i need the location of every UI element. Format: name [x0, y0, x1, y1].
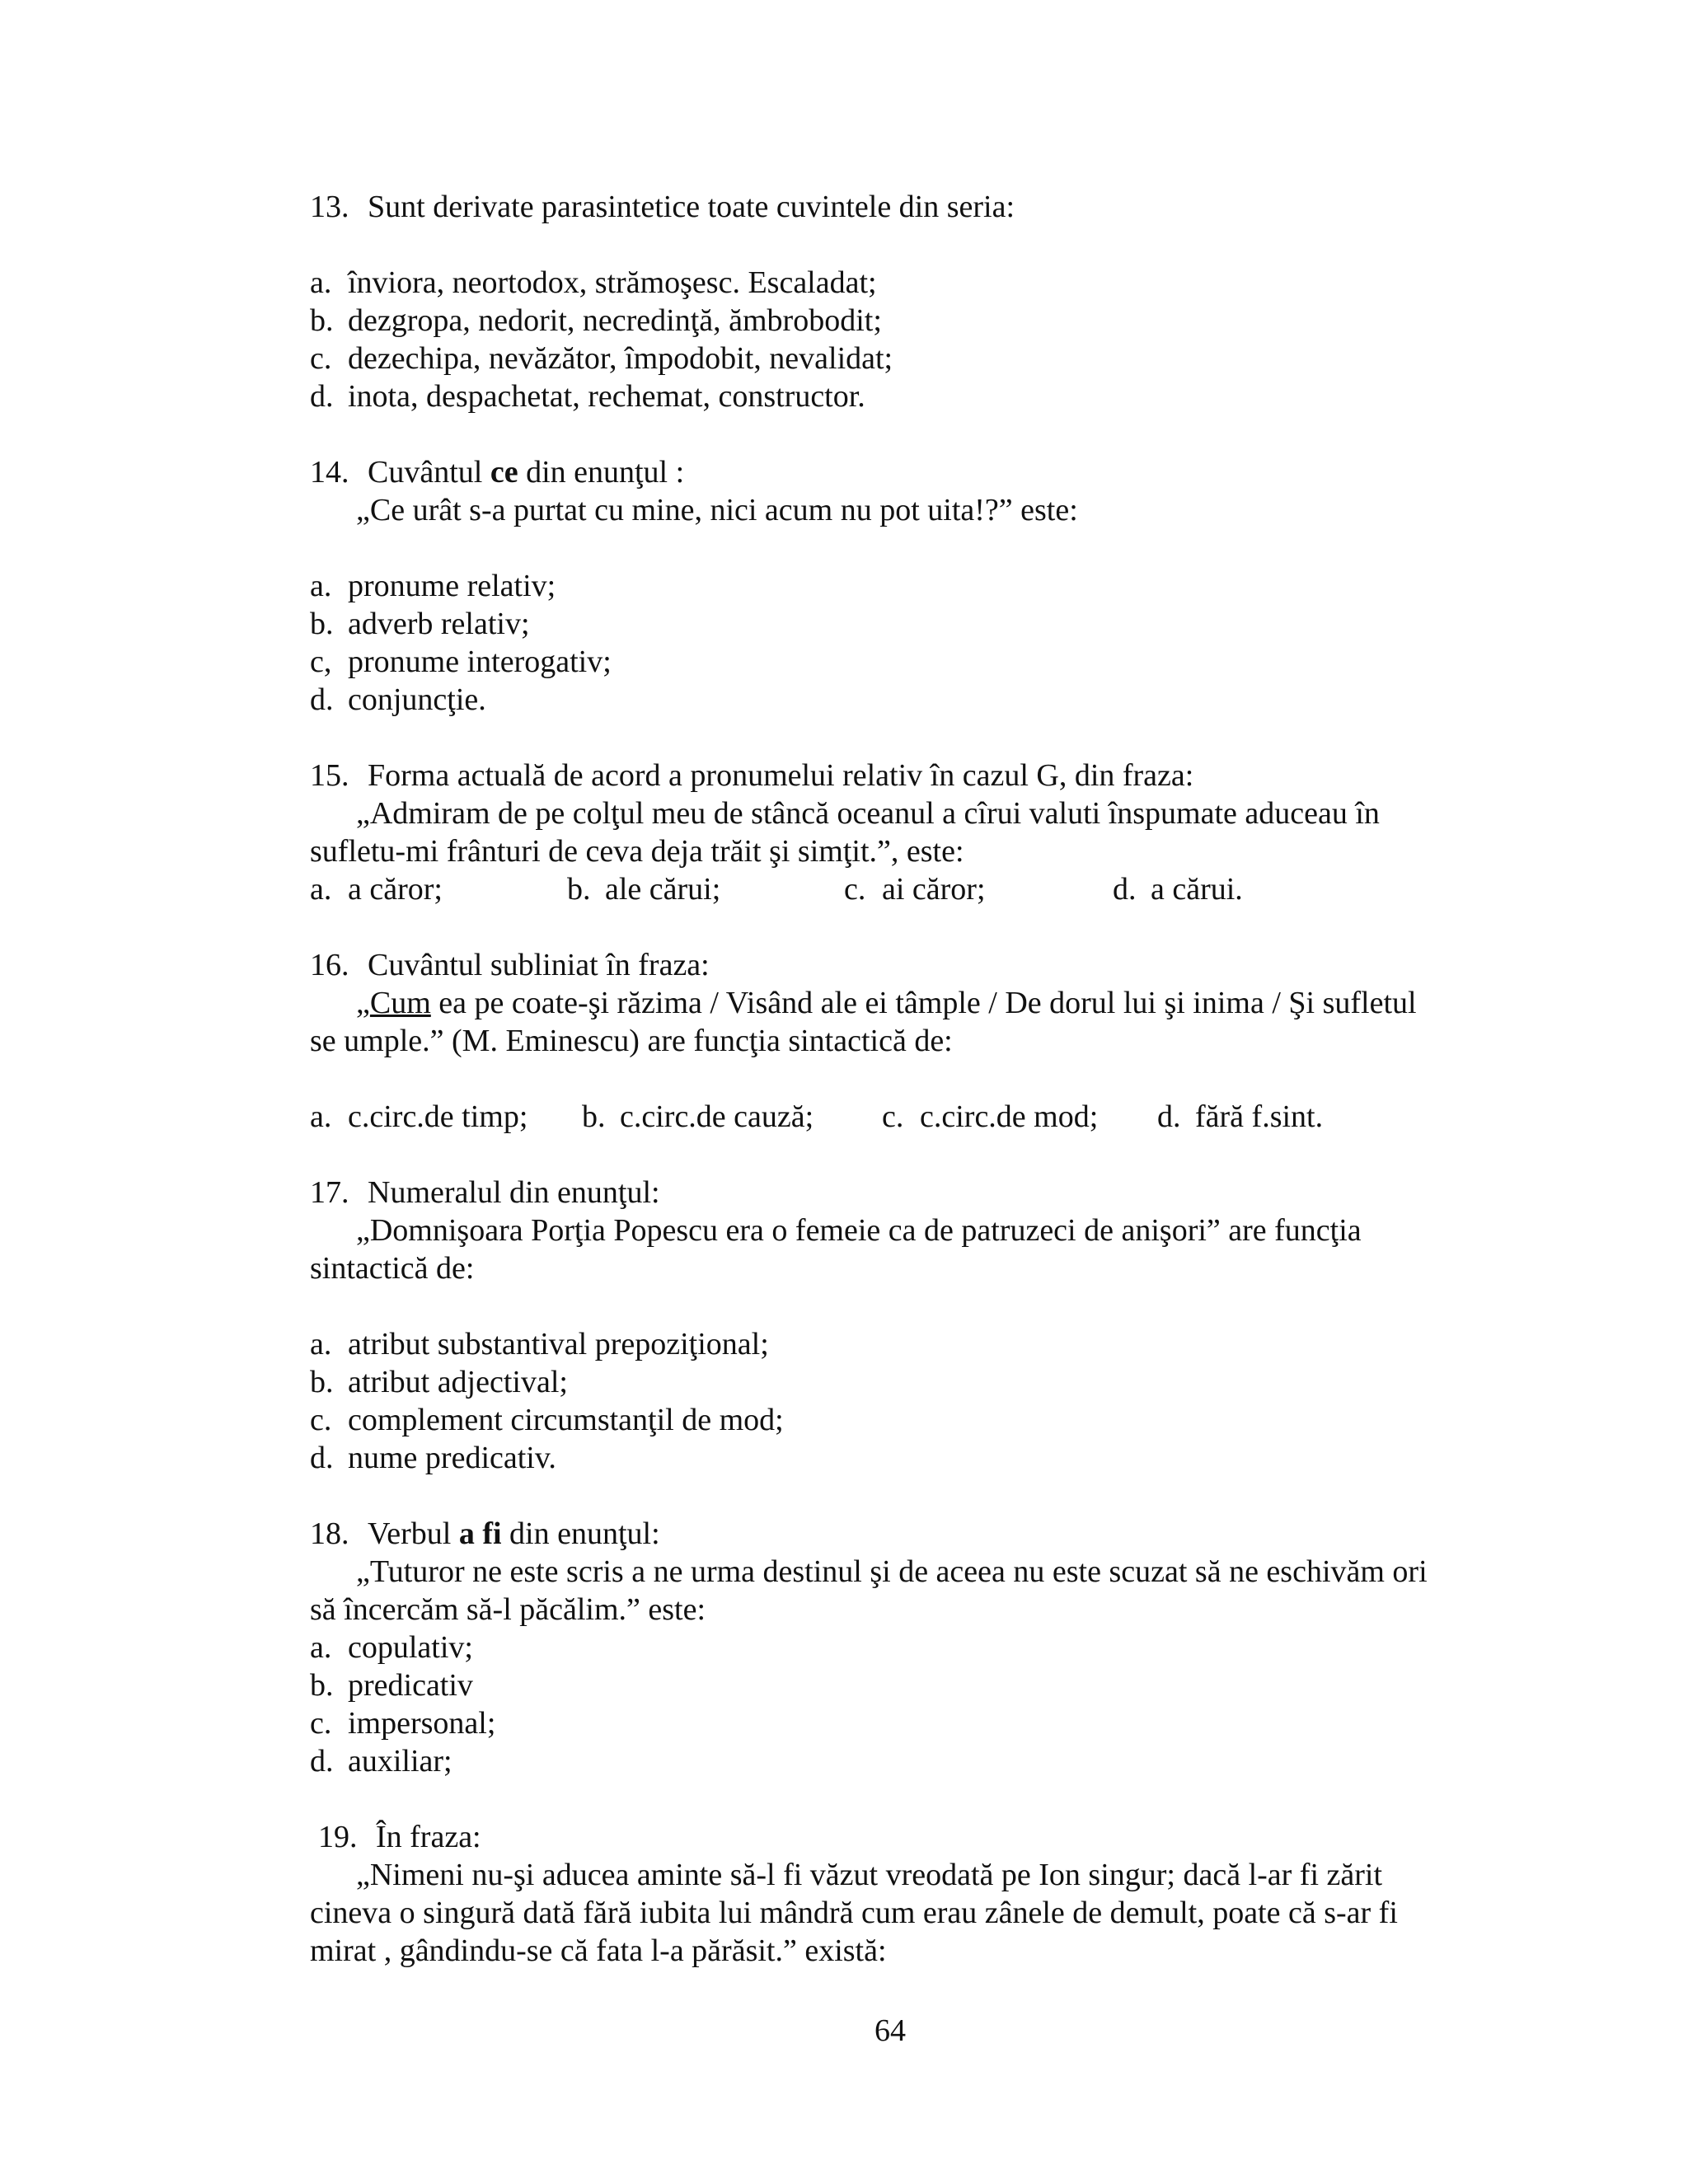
question-18 [310, 1515, 1480, 1780]
option-c: c. complement circumstanţil de mod; [310, 1403, 784, 1437]
question-stem: 18. Verbul a fi din enunţul: [310, 1516, 660, 1551]
option-b: b. atribut adjectival; [310, 1365, 568, 1399]
question-quote-continued: sufletu-mi frânturi de ceva deja trăit şi simţit.”, este: [310, 834, 964, 869]
question-quote-continued: se umple.” (M. Eminescu) are funcţia sintactică de: [310, 1024, 953, 1058]
option-a: a. copulativ; [310, 1630, 473, 1665]
highlighted-word: a fi [458, 1516, 502, 1551]
question-quote: „Tuturor ne este scris a ne urma destinul şi de aceea nu este scuzat să ne eschivăm ori [356, 1554, 1428, 1589]
option-b: b. predicativ [310, 1668, 473, 1703]
question-quote-continued: cineva o singură dată fără iubita lui mândră cum erau zânele de demult, poate că s-ar fi [310, 1896, 1398, 1930]
option-b: b. dezgropa, nedorit, necredinţă, ămbrobodit; [310, 303, 882, 338]
option-d: d. auxiliar; [310, 1744, 452, 1779]
option-d: d. conjuncţie. [310, 682, 486, 717]
question-stem: 19. În fraza: [310, 1818, 1480, 1856]
option-a: a. pronume relativ; [310, 569, 556, 603]
question-16 [310, 946, 1480, 1136]
question-number: 14. [310, 455, 349, 490]
question-quote: „Ce urât s-a purtat cu mine, nici acum nu pot uita!?” este: [356, 493, 1078, 527]
question-stem: 13. Sunt derivate parasintetice toate cuvintele din seria: [310, 190, 1015, 224]
question-15 [310, 757, 1480, 908]
option-b: b. ale cărui; [567, 872, 721, 907]
question-17 [310, 1174, 1480, 1477]
option-d: d. nume predicativ. [310, 1441, 556, 1475]
option-a: a. înviora, neortodox, strămoşesc. Escaladat; [310, 265, 877, 300]
option-c: c. c.circ.de mod; [882, 1099, 1099, 1134]
question-number: 17. [310, 1175, 349, 1210]
option-a: a. atribut substantival prepoziţional; [310, 1327, 769, 1361]
question-stem: 15. Forma actuală de acord a pronumelui relativ în cazul G, din fraza: [310, 758, 1194, 793]
option-b: b. c.circ.de cauză; [582, 1099, 814, 1134]
question-quote-continued: sintactică de: [310, 1251, 475, 1286]
question-number: 16. [310, 948, 349, 982]
underlined-word: Cum [369, 986, 431, 1020]
option-d: d. a cărui. [1113, 872, 1243, 907]
question-14 [310, 453, 1480, 719]
option-c: c. ai căror; [844, 872, 986, 907]
question-number: 18. [310, 1516, 349, 1551]
options-row [310, 870, 1480, 908]
option-a: a. c.circ.de timp; [310, 1099, 528, 1134]
question-stem: 16. Cuvântul subliniat în fraza: [310, 948, 710, 982]
question-19 [310, 1818, 1480, 1970]
question-13 [310, 188, 1480, 415]
question-quote-continued: să încercăm să-l păcălim.” este: [310, 1592, 706, 1627]
question-quote: „Nimeni nu-şi aducea aminte să-l fi văzut vreodată pe Ion singur; dacă l-ar fi zărit [356, 1858, 1383, 1892]
option-c: c, pronume interogativ; [310, 644, 612, 679]
question-stem: 17. Numeralul din enunţul: [310, 1175, 660, 1210]
document-page [310, 188, 1480, 1970]
question-number: 19. [318, 1820, 358, 1854]
highlighted-word: ce [490, 455, 518, 490]
question-quote-continued: mirat , gândindu-se că fata l-a părăsit.” există: [310, 1933, 887, 1968]
page-number: 64 [874, 2013, 906, 2048]
option-a: a. a căror; [310, 872, 443, 907]
question-number: 15. [310, 758, 349, 793]
option-d: d. inota, despachetat, rechemat, constructor. [310, 379, 865, 414]
option-c: c. impersonal; [310, 1706, 496, 1741]
question-stem: 14. Cuvântul ce din enunţul : [310, 455, 685, 490]
question-number: 13. [310, 190, 349, 224]
option-d: d. fără f.sint. [1157, 1099, 1324, 1134]
option-c: c. dezechipa, nevăzător, împodobit, nevalidat; [310, 341, 893, 376]
question-quote: „Admiram de pe colţul meu de stâncă oceanul a cîrui valuti înspumate aduceau în [356, 796, 1380, 831]
question-quote: „Domnişoara Porţia Popescu era o femeie ca de patruzeci de anişori” are funcţia [356, 1213, 1362, 1248]
option-b: b. adverb relativ; [310, 607, 530, 641]
question-quote: „Cum ea pe coate-şi răzima / Visând ale ei tâmple / De dorul lui şi inima / Şi sufletul [356, 986, 1417, 1020]
options-row [310, 1098, 1480, 1136]
